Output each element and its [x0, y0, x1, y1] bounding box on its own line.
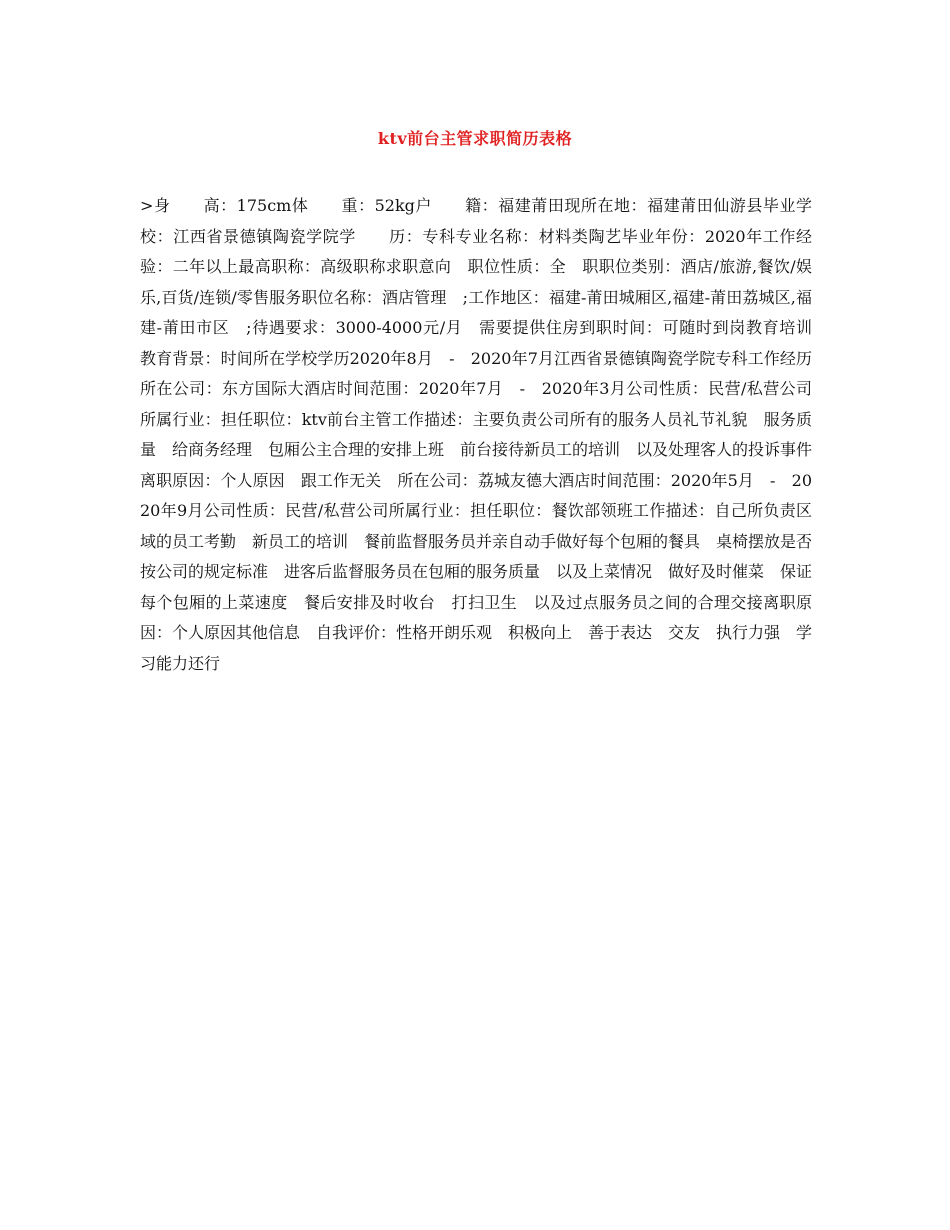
- document-title: ktv前台主管求职简历表格: [377, 129, 573, 148]
- resume-body-text: >身 高：175cm体 重：52kg户 籍：福建莆田现所在地：福建莆田仙游县毕业学校：江西省景德镇陶瓷学院学 历：专科专业名称：材料类陶艺毕业年份：2020年工作经验：二年以上最高职称：高级职称求职意向 职位性质：全 职职位类别：酒店/旅游,餐饮/娱乐,百货/连锁/零售服务职位名称：酒店管理 ;工作地区：福建-莆田城厢区,福建-莆田荔城区,福建-莆田市区 ;待遇要求：3000-4000元/月 需要提供住房到职时间：可随时到岗教育培训 教育背景：时间所在学校学历2020年8月 - 2020年7月江西省景德镇陶瓷学院专科工作经历 所在公司：东方国际大酒店时间范围：2020年7月 - 2020年3月公司性质：民营/私营公司所属行业：担任职位：ktv前台主管工作描述：主要负责公司所有的服务人员礼节礼貌 服务质量 给商务经理 包厢公主合理的安排上班 前台接待新员工的培训 以及处理客人的投诉事件离职原因：个人原因 跟工作无关 所在公司：荔城友德大酒店时间范围：2020年5月 - 2020年9月公司性质：民营/私营公司所属行业：担任职位：餐饮部领班工作描述：自己所负责区域的员工考勤 新员工的培训 餐前监督服务员并亲自动手做好每个包厢的餐具 桌椅摆放是否按公司的规定标准 进客后监督服务员在包厢的服务质量 以及上菜情况 做好及时催菜 保证每个包厢的上菜速度 餐后安排及时收台 打扫卫生 以及过点服务员之间的合理交接离职原因：个人原因其他信息 自我评价：性格开朗乐观 积极向上 善于表达 交友 执行力强 学习能力还行: [140, 196, 845, 673]
